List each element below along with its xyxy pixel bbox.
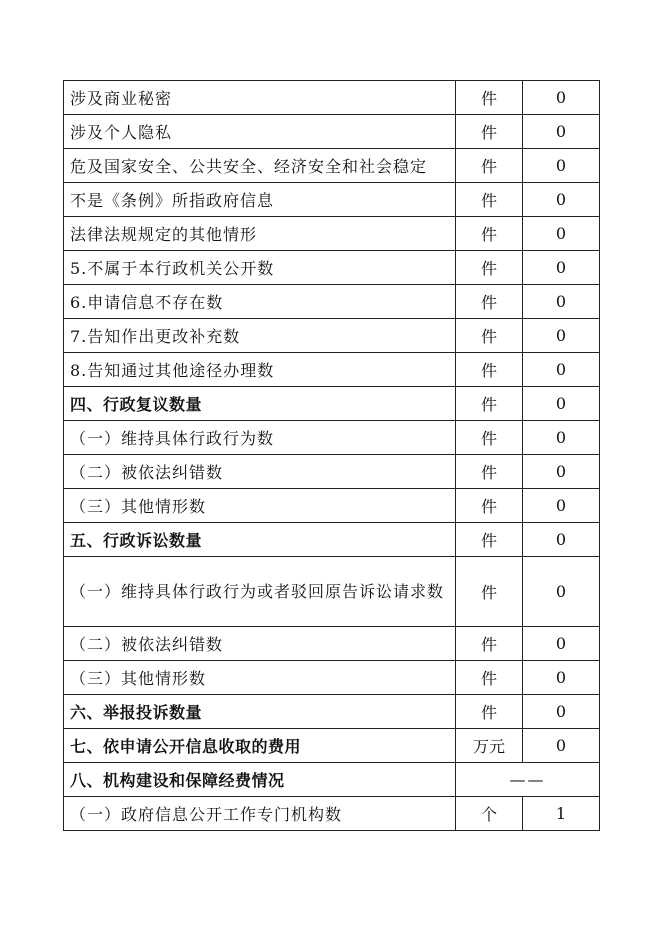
statistics-table: [63, 80, 600, 831]
row-unit: 件: [456, 455, 523, 489]
row-value: 0: [523, 695, 600, 729]
row-value: 1: [523, 797, 600, 831]
row-value: 0: [523, 217, 600, 251]
row-label: （二）被依法纠错数: [64, 627, 456, 661]
row-label: 法律法规规定的其他情形: [64, 217, 456, 251]
table-row: [64, 81, 600, 115]
row-value: 0: [523, 251, 600, 285]
row-value: 0: [523, 557, 600, 627]
row-unit: 件: [456, 149, 523, 183]
section-row: [64, 387, 600, 421]
row-label: 6.申请信息不存在数: [64, 285, 456, 319]
row-label: （一）政府信息公开工作专门机构数: [64, 797, 456, 831]
table-row: [64, 149, 600, 183]
table-row: [64, 251, 600, 285]
table-row: [64, 115, 600, 149]
row-label: 不是《条例》所指政府信息: [64, 183, 456, 217]
table-row: [64, 661, 600, 695]
row-unit: 件: [456, 251, 523, 285]
section-row: [64, 729, 600, 763]
table-row: [64, 489, 600, 523]
row-value: 0: [523, 353, 600, 387]
row-label: 8.告知通过其他途径办理数: [64, 353, 456, 387]
table-row: [64, 557, 600, 627]
section-heading: 五、行政诉讼数量: [64, 523, 456, 557]
row-value: 0: [523, 319, 600, 353]
table-row: [64, 353, 600, 387]
row-unit: 个: [456, 797, 523, 831]
row-unit: 件: [456, 285, 523, 319]
row-unit: 件: [456, 523, 523, 557]
table-row: [64, 627, 600, 661]
row-unit: 件: [456, 695, 523, 729]
row-unit: 件: [456, 353, 523, 387]
row-value: 0: [523, 115, 600, 149]
row-label: （三）其他情形数: [64, 489, 456, 523]
row-value: 0: [523, 455, 600, 489]
row-value: 0: [523, 387, 600, 421]
row-value: 0: [523, 183, 600, 217]
row-label: 涉及个人隐私: [64, 115, 456, 149]
table-row: [64, 797, 600, 831]
row-unit: 件: [456, 319, 523, 353]
table-row: [64, 183, 600, 217]
merged-dash-cell: ——: [456, 763, 600, 797]
row-value: 0: [523, 81, 600, 115]
row-label: （二）被依法纠错数: [64, 455, 456, 489]
section-row: [64, 523, 600, 557]
row-unit: 件: [456, 387, 523, 421]
table-row: [64, 421, 600, 455]
row-unit: 件: [456, 81, 523, 115]
row-unit: 件: [456, 627, 523, 661]
row-value: 0: [523, 285, 600, 319]
row-label: 危及国家安全、公共安全、经济安全和社会稳定: [64, 149, 456, 183]
row-value: 0: [523, 523, 600, 557]
row-label: 7.告知作出更改补充数: [64, 319, 456, 353]
row-label: （一）维持具体行政行为数: [64, 421, 456, 455]
row-unit: 件: [456, 557, 523, 627]
row-unit: 件: [456, 661, 523, 695]
row-unit: 件: [456, 183, 523, 217]
row-label: （三）其他情形数: [64, 661, 456, 695]
section-heading: 七、依申请公开信息收取的费用: [64, 729, 456, 763]
table-row: [64, 217, 600, 251]
table-row: [64, 455, 600, 489]
section-heading: 六、举报投诉数量: [64, 695, 456, 729]
row-value: 0: [523, 421, 600, 455]
row-value: 0: [523, 729, 600, 763]
row-value: 0: [523, 489, 600, 523]
section-heading: 八、机构建设和保障经费情况: [64, 763, 456, 797]
row-unit: 万元: [456, 729, 523, 763]
row-label: 5.不属于本行政机关公开数: [64, 251, 456, 285]
row-value: 0: [523, 149, 600, 183]
row-unit: 件: [456, 115, 523, 149]
section-row: [64, 763, 600, 797]
row-label: 涉及商业秘密: [64, 81, 456, 115]
section-row: [64, 695, 600, 729]
table-row: [64, 285, 600, 319]
row-unit: 件: [456, 217, 523, 251]
row-value: 0: [523, 661, 600, 695]
section-heading: 四、行政复议数量: [64, 387, 456, 421]
row-value: 0: [523, 627, 600, 661]
row-label: （一）维持具体行政行为或者驳回原告诉讼请求数: [64, 557, 456, 627]
table-row: [64, 319, 600, 353]
row-unit: 件: [456, 489, 523, 523]
row-unit: 件: [456, 421, 523, 455]
